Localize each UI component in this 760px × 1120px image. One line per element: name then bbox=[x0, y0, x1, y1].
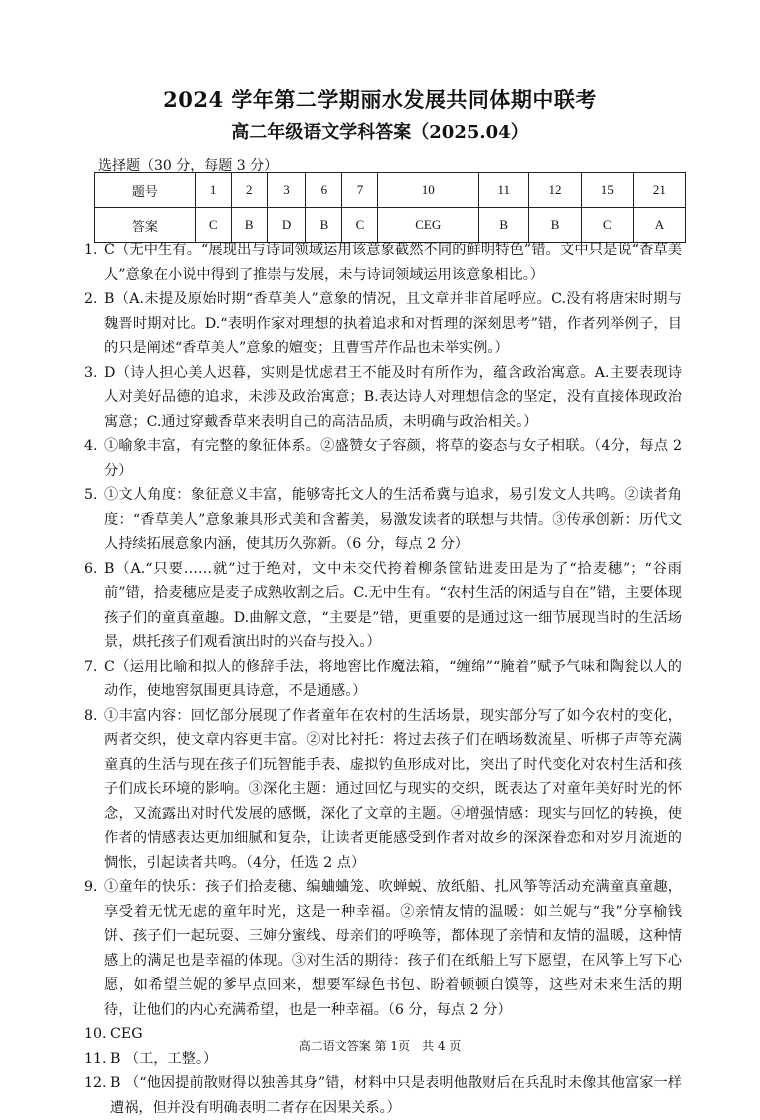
answer-item bbox=[84, 434, 682, 483]
answer-table bbox=[94, 172, 686, 243]
item-number: 8. bbox=[84, 707, 98, 724]
answer-cell: A bbox=[633, 208, 685, 243]
page-subtitle: 高二年级语文学科答案（2025.04） bbox=[231, 122, 529, 143]
item-text: B （“他因提前散财得以独善其身”错，材料中只是表明他散财后在兵乱时未像其他富家一样遭祸，但并没有明确表明二者存在因果关系。） bbox=[110, 1075, 682, 1116]
item-text: ①童年的快乐：孩子们拾麦穗、编蛐蛐笼、吹蝉蜕、放纸船、扎风筝等活动充满童真童趣，享受着无忧无虑的童年时光，这是一种幸福。②亲情友情的温暖：如兰妮与“我”分享榆钱饼、孩子们一起玩耍、三婶分蜜线、母亲们的呼唤等，都体现了亲情和友情的温暖，这种情感上的满足也是幸福的体现。③对生活的期待：孩子们在纸船上写下愿望，在风筝上写下心愿，如希望兰妮的爹早点回来，想要军绿色书包、盼着顿顿白馍等，这些对未来生活的期待，让他们的内心充满希望，也是一种幸福。（6 分，每点 2 分） bbox=[104, 879, 682, 1018]
item-number: 2. bbox=[84, 291, 98, 307]
item-number: 11. bbox=[84, 1050, 107, 1067]
item-number: 5. bbox=[84, 487, 98, 503]
answer-item bbox=[84, 238, 682, 287]
item-number: 4. bbox=[84, 438, 98, 454]
item-number: 7. bbox=[84, 658, 98, 675]
question-number: 7 bbox=[342, 173, 378, 208]
question-number: 3 bbox=[267, 173, 306, 208]
question-number-row bbox=[95, 173, 686, 208]
item-text: C（运用比喻和拟人的修辞手法，将地窖比作魔法箱，“缠绵”“腌着”赋予气味和陶瓮以人的动作，使地窖氛围更具诗意，不是通感。） bbox=[104, 658, 682, 699]
page-title: 2024 学年第二学期丽水发展共同体期中联考 bbox=[163, 87, 597, 112]
question-number: 11 bbox=[479, 173, 529, 208]
answer-cell: B bbox=[306, 208, 342, 243]
item-number: 1. bbox=[84, 242, 98, 258]
answer-item bbox=[84, 655, 682, 704]
choice-section-label: 选择题（30 分，每题 3 分） bbox=[98, 158, 279, 174]
answer-cell: C bbox=[342, 208, 378, 243]
page-footer: 高二语文答案 第 1页 共 4 页 bbox=[298, 1039, 462, 1053]
question-number: 2 bbox=[231, 173, 267, 208]
row-header-answer: 答案 bbox=[95, 208, 196, 243]
item-text: B （工，工整。） bbox=[110, 1050, 218, 1067]
item-text: D（诗人担心美人迟暮，实则是忧虑君王不能及时有所作为，蕴含政治寓意。A.主要表现诗人对美好品德的追求，未涉及政治寓意；B.表达诗人对理想信念的坚定，没有直接体现政治寓意；C.通过穿戴香草来表明自己的高洁品质，未明确与政治相关。） bbox=[104, 364, 682, 430]
question-number: 10 bbox=[378, 173, 479, 208]
answer-cell: B bbox=[479, 208, 529, 243]
item-number: 3. bbox=[84, 364, 98, 381]
item-number: 12. bbox=[84, 1075, 107, 1091]
question-number: 1 bbox=[195, 173, 231, 208]
answer-cell: C bbox=[195, 208, 231, 243]
item-number: 9. bbox=[84, 879, 98, 895]
answer-item bbox=[84, 875, 682, 1022]
answer-explanations bbox=[84, 238, 682, 1120]
question-number: 12 bbox=[529, 173, 581, 208]
question-number: 21 bbox=[633, 173, 685, 208]
answer-cell: B bbox=[529, 208, 581, 243]
item-text: B（A.“只要……就”过于绝对，文中未交代挎着柳条筐钻进麦田是为了“拾麦穗”；“谷雨前”错，拾麦穗应是麦子成熟收割之后。C.无中生有。“农村生活的闲适与自在”错，主要体现孩子们的童真童趣。D.曲解文意，“主要是”错，更重要的是通过这一细节展现当时的生活场景，烘托孩子们观看演出时的兴奋与投入。） bbox=[104, 560, 682, 650]
row-header-number: 题号 bbox=[95, 173, 196, 208]
answer-cell: C bbox=[581, 208, 633, 243]
item-number: 10. bbox=[84, 1026, 107, 1042]
question-number: 6 bbox=[306, 173, 342, 208]
answer-cell: B bbox=[231, 208, 267, 243]
item-text: C（无中生有。“展现出与诗词领域运用该意象截然不同的鲜明特色”错。文中只是说“香草美人”意象在小说中得到了推崇与发展，未与诗词领域运用该意象相比。） bbox=[104, 242, 682, 283]
answer-item bbox=[84, 557, 682, 655]
item-text: ①丰富内容：回忆部分展现了作者童年在农村的生活场景，现实部分写了如今农村的变化，两者交织，使文章内容更丰富。②对比衬托：将过去孩子们在晒场数流星、听梆子声等充满童真的生活与现在孩子们玩智能手表、虚拟钓鱼形成对比，突出了时代变化对农村生活和孩子们成长环境的影响。③深化主题：通过回忆与现实的交织，既表达了对童年美好时光的怀念，又流露出对时代发展的感慨，深化了文章的主题。④增强情感：现实与回忆的转换，使作者的情感表达更加细腻和复杂，让读者更能感受到作者对故乡的深深眷恋和对岁月流逝的惆怅，引起读者共鸣。（4分，任选 2 点） bbox=[104, 707, 682, 871]
item-number: 6. bbox=[84, 560, 98, 577]
answer-cell: D bbox=[267, 208, 306, 243]
item-text: B（A.未提及原始时期“香草美人”意象的情况，且文章并非首尾呼应。C.没有将唐宋时期与魏晋时期对比。D.“表明作家对理想的执着追求和对哲理的深刻思考”错，作者列举例子，目的只是阐述“香草美人”意象的嬗变；且曹雪芹作品也未举实例。） bbox=[104, 291, 682, 356]
answer-item bbox=[84, 704, 682, 876]
question-number: 15 bbox=[581, 173, 633, 208]
answer-item bbox=[84, 287, 682, 361]
answer-item bbox=[84, 361, 682, 435]
item-text: ①文人角度：象征意义丰富，能够寄托文人的生活希冀与追求，易引发文人共鸣。②读者角度：“香草美人”意象兼具形式美和含蓄美，易激发读者的联想与共情。③传承创新：历代文人持续拓展意象内涵，使其历久弥新。（6 分，每点 2 分） bbox=[104, 487, 682, 552]
item-text: CEG bbox=[110, 1026, 143, 1042]
item-text: ①喻象丰富，有完整的象征体系。②盛赞女子容颜，将草的姿态与女子相联。（4分，每点 2 分） bbox=[104, 438, 682, 479]
answer-item bbox=[84, 1071, 682, 1120]
answer-cell: CEG bbox=[378, 208, 479, 243]
answer-item bbox=[84, 483, 682, 557]
